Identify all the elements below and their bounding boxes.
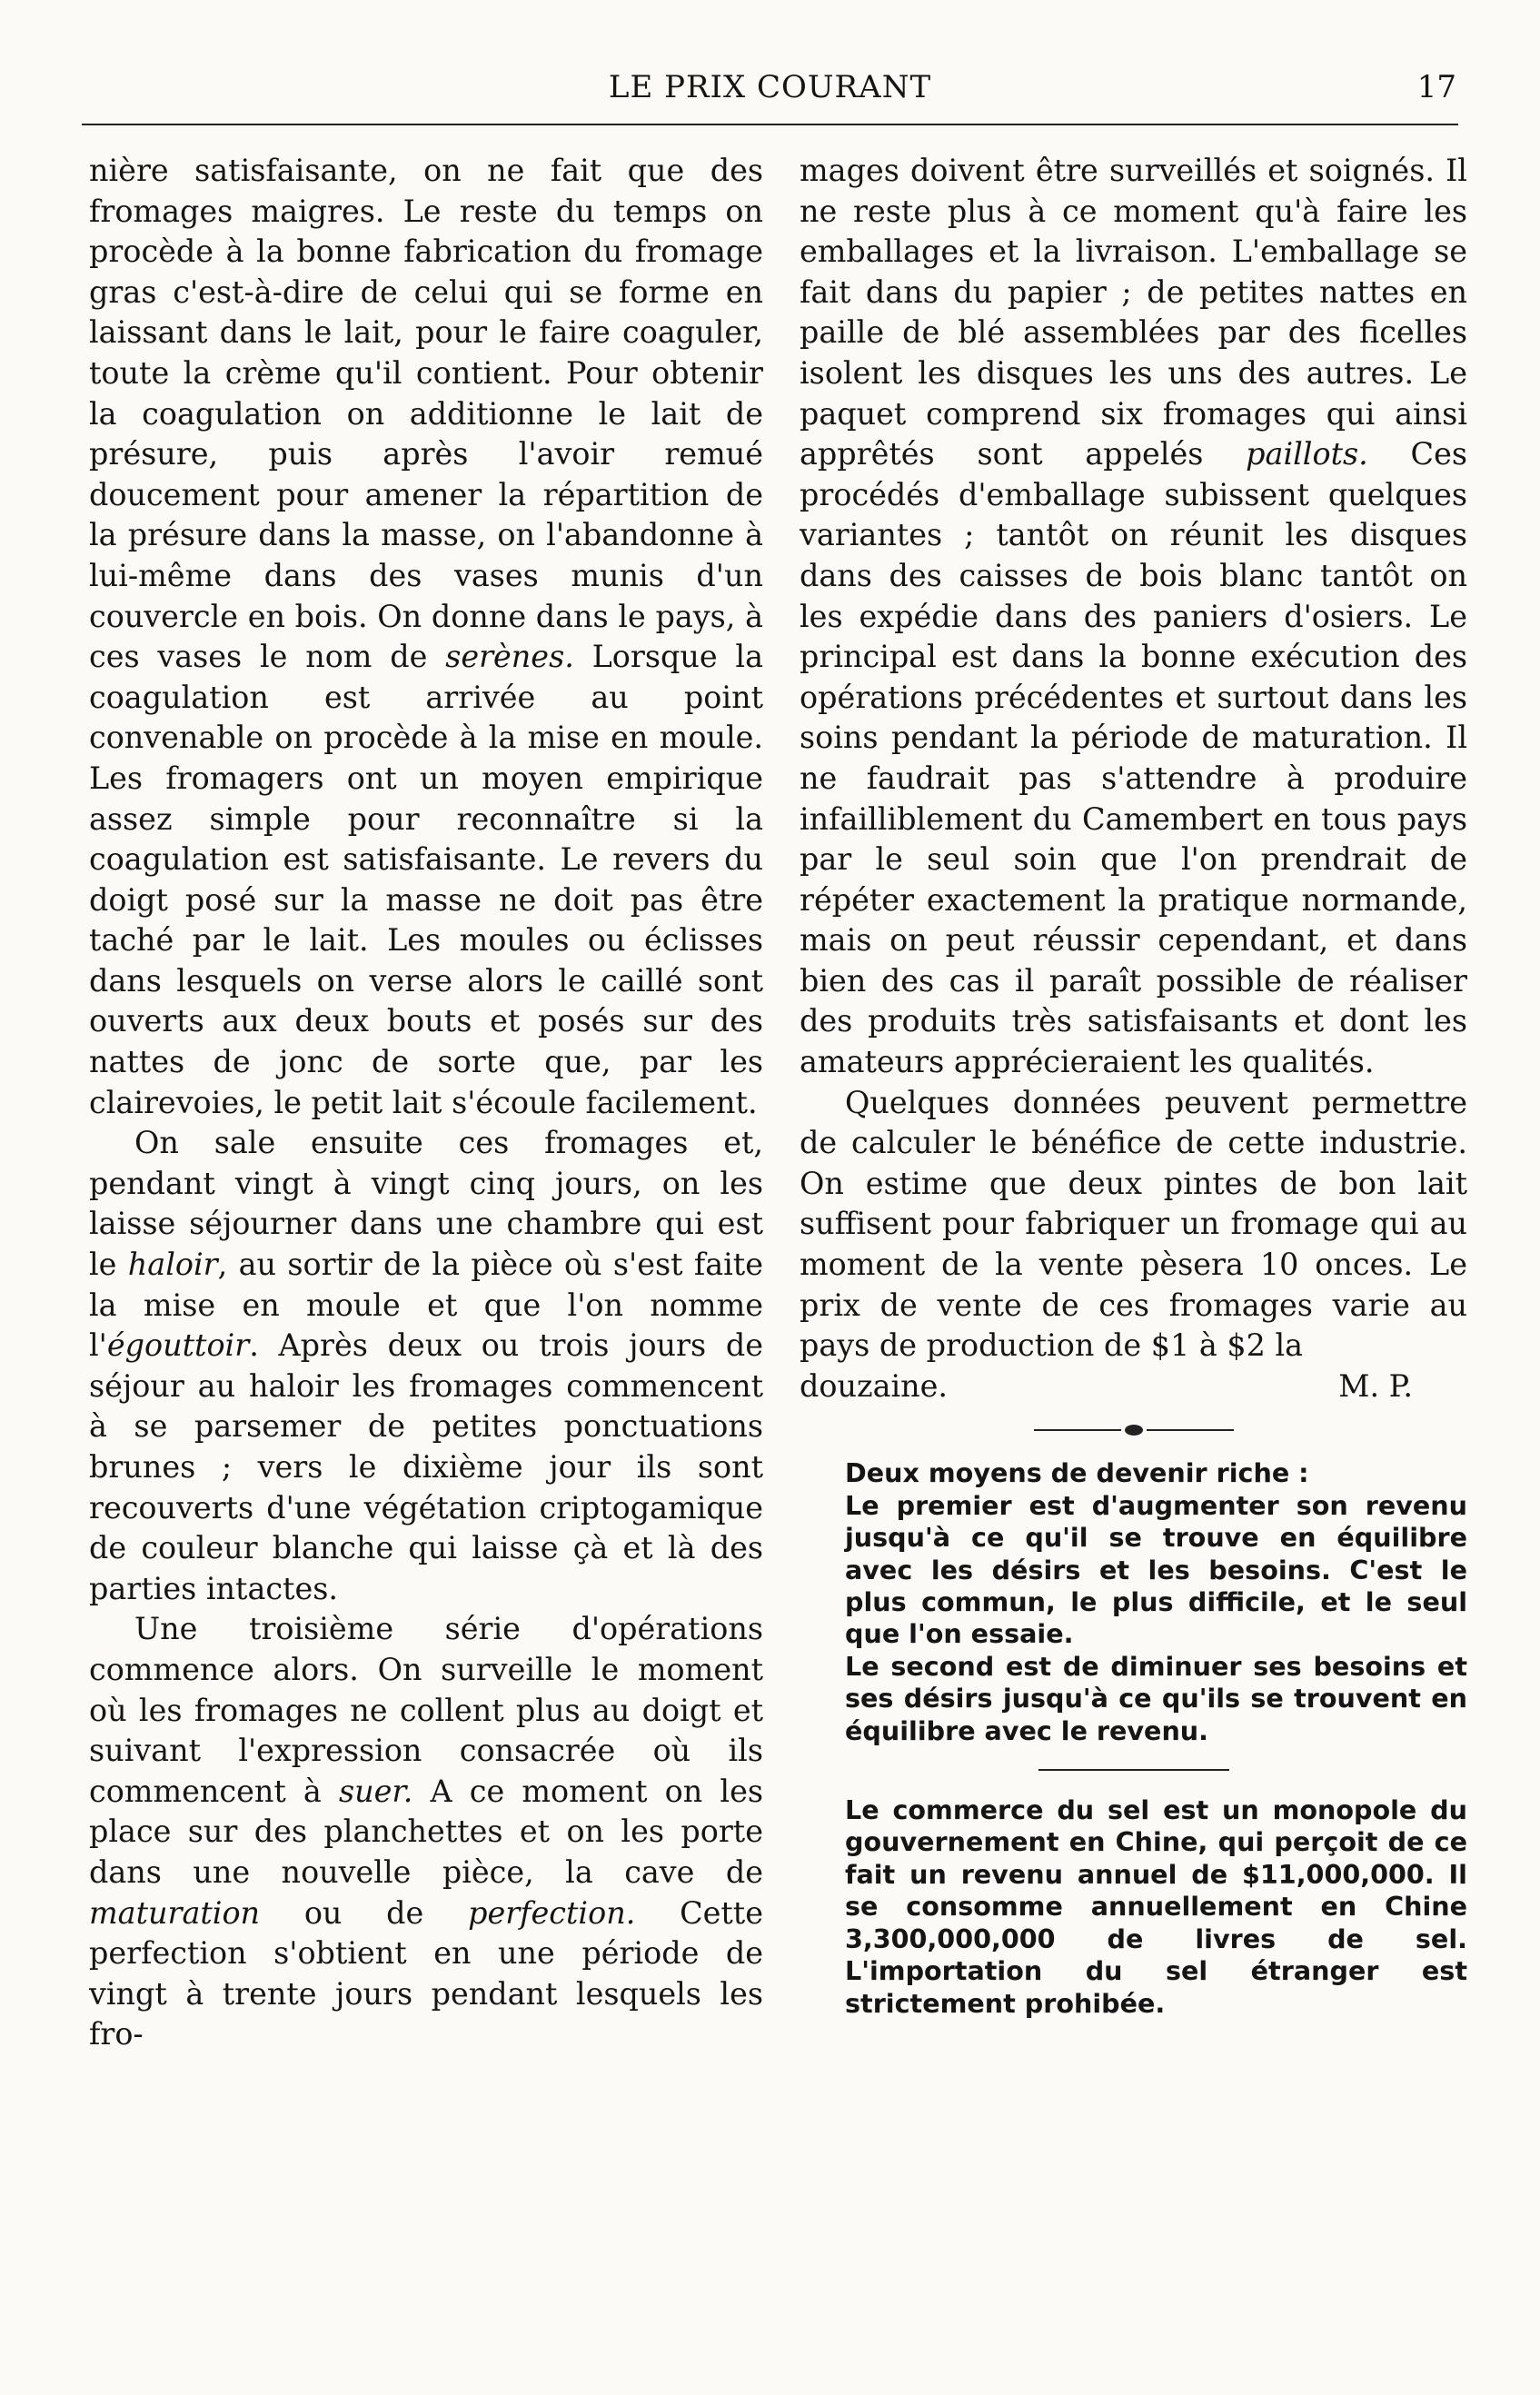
note-paragraph: Le commerce du sel est un monopole du gouvernement en Chine, qui perçoit de ce fait un revenu annuel de $11,000,000. Il se consomme annuellement en Chine 3,300,000,000 de livres de sel. L'importation du sel étranger est strictement prohibée. — [845, 1794, 1467, 2019]
note-riches — [800, 1457, 1467, 1747]
text-run: , au sortir de la pièce où s'est faite la mise en moule et que l'on nomme l' — [89, 1247, 763, 1364]
text-run: Quelques données peuvent permettre de calculer le bénéfice de cette industrie. On estime que deux pintes de bon lait suffisent pour fabriquer un fromage qui au moment de la vente pèsera 10 onces. Le prix de vente de ces fromages varie au pays de production de $1 à $2 la — [800, 1084, 1467, 1364]
ornament-dot — [1125, 1425, 1143, 1436]
paragraph-right-2 — [800, 1083, 1467, 1366]
text-run: Le second est de diminuer ses besoins et ses désirs jusqu'à ce qu'ils se trouvent en équilibre avec le revenu. — [845, 1650, 1467, 1746]
italic-term: égouttoir — [106, 1327, 250, 1364]
left-column — [89, 151, 763, 2055]
text-run: Le premier est d'augmenter son revenu jusqu'à ce qu'il se trouve en équilibre avec les désirs et les besoins. C'est le plus commun, le plus difficile, et le seul que l'on essaie. — [845, 1489, 1467, 1650]
paragraph-right-1 — [800, 151, 1467, 1083]
italic-term: suer. — [339, 1773, 413, 1809]
italic-term: paillots. — [1246, 436, 1368, 472]
note-paragraph — [800, 1651, 1467, 1747]
text-run: Cette perfection s'obtient en une période de vingt à trente jours pendant lesquels les fro- — [89, 1894, 763, 2052]
section-divider — [1038, 1769, 1229, 1771]
text-run: Une troisième série d'opérations commence alors. On surveille le moment où les fromages ne collent plus au doigt et suivant l'expression consacrée où ils commencent à — [89, 1611, 763, 1809]
paragraph-left-2 — [89, 1123, 763, 1609]
text-run: Lorsque la coagulation est arrivée au point convenable on procède à la mise en moule. Les fromagers ont un moyen empirique assez simple pour reconnaître si la coagulation est satisfaisante. Le revers du doigt posé sur la masse ne doit pas être taché par le lait. Les moules ou éclisses dans lesquels on verse alors le caillé sont ouverts aux deux bouts et posés sur des nattes de jonc de sorte que, par les clairevoies, le petit lait s'écoule facilement. — [89, 639, 764, 1120]
text-run: ou de — [303, 1894, 424, 1931]
text-run: Ces procédés d'emballage subissent quelques variantes ; tantôt on réunit les disques dans des caisses de bois blanc tantôt on les expédie dans des paniers d'osiers. Le principal est dans la bonne exécution des opérations précédentes et surtout dans les soins pendant la période de maturation. Il ne faudrait pas s'attendre à produire infailliblement du Camembert en tous pays par le seul soin que l'on prendrait de répéter exactement la pratique normande, mais on peut réussir cependant, et dans bien des cas il paraît possible de réaliser des produits très satisfaisants et dont les amateurs apprécieraient les qualités. — [800, 436, 1467, 1080]
note-heading: Deux moyens de devenir riche : — [845, 1457, 1309, 1489]
closing-line — [800, 1366, 1467, 1407]
paragraph-left-1 — [89, 151, 763, 1123]
text-run: A ce moment on les place sur des planchettes et on les porte dans une nouvelle pièce, la cave de — [89, 1773, 763, 1890]
ornament-bar — [1034, 1429, 1121, 1431]
italic-term: maturation — [89, 1894, 261, 1931]
note-paragraph — [800, 1490, 1467, 1651]
ornament-divider — [1034, 1423, 1234, 1437]
italic-term: haloir — [127, 1247, 218, 1283]
paragraph-left-3 — [89, 1609, 763, 2055]
text-run: On sale ensuite ces fromages et, pendant vingt à vingt cinq jours, on les laisse séjourner dans une chambre qui est le — [89, 1125, 763, 1283]
text-run: nière satisfaisante, on ne fait que des fromages maigres. Le reste du temps on procède à la bonne fabrication du fromage gras c'est-à-dire de celui qui se forme en laissant dans le lait, pour le faire coaguler, toute la crème qu'il contient. Pour obtenir la coagulation on additionne le lait de présure, puis après l'avoir remué doucement pour amener la répartition de la présure dans la masse, on l'abandonne à lui-même dans des vases munis d'un couvercle en bois. On donne dans le pays, à ces vases le nom de — [89, 153, 763, 675]
italic-term: perfection. — [468, 1894, 636, 1931]
text-run: . Après deux ou trois jours de séjour au haloir les fromages commencent à se parsemer de petites ponctuations brunes ; vers le dixième jour ils sont recouverts d'une végétation criptogamique de couleur blanche qui laisse çà et là des parties intactes. — [89, 1327, 763, 1606]
page-number: 17 — [1416, 69, 1456, 105]
header-rule — [82, 124, 1458, 125]
italic-term: serènes. — [445, 639, 574, 675]
running-header — [82, 64, 1458, 118]
closing-word: douzaine. — [800, 1367, 949, 1404]
author-signature: M. P. — [1338, 1367, 1413, 1404]
journal-title: LE PRIX COURANT — [608, 69, 932, 105]
note-salt-trade — [800, 1794, 1467, 2020]
text-run: mages doivent être surveillés et soignés. Il ne reste plus à ce moment qu'à faire les emballages et la livraison. L'emballage se fait dans du papier ; de petites nattes en paille de blé assemblées par des ficelles isolent les disques les uns des autres. Le paquet comprend six fromages qui ainsi apprêtés sont appelés — [800, 153, 1467, 472]
right-column — [800, 151, 1467, 2020]
ornament-bar — [1147, 1429, 1234, 1431]
